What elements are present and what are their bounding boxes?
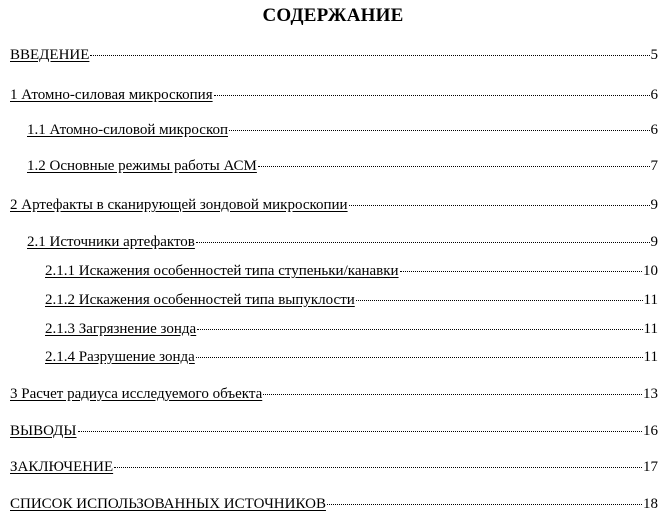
toc-entry-page: 17 xyxy=(643,459,658,475)
dot-leader xyxy=(356,300,643,301)
toc-entry-label[interactable]: 2.1.3 Загрязнение зонда xyxy=(45,321,197,337)
toc-entry-section-1-2[interactable] xyxy=(27,157,658,175)
dot-leader xyxy=(229,130,650,131)
toc-entry-label[interactable]: 2.1 Источники артефактов xyxy=(27,234,195,250)
toc-entry-label[interactable]: СПИСОК ИСПОЛЬЗОВАННЫХ ИСТОЧНИКОВ xyxy=(10,496,326,512)
toc-entry-label[interactable]: 1.1 Атомно-силовой микроскоп xyxy=(27,122,228,138)
page-title: СОДЕРЖАНИЕ xyxy=(262,5,404,26)
dot-leader xyxy=(78,431,643,432)
dot-leader xyxy=(349,205,650,206)
toc-entry-section-1-1[interactable] xyxy=(27,121,658,139)
toc-entry-label[interactable]: 1 Атомно-силовая микроскопия xyxy=(10,87,213,103)
toc-entry-conclusions[interactable] xyxy=(10,422,658,440)
toc-entry-subsection-2-1-1[interactable] xyxy=(45,262,658,280)
toc-entry-chapter-3[interactable] xyxy=(10,385,658,403)
dot-leader xyxy=(114,467,642,468)
toc-entry-label[interactable]: 2.1.4 Разрушение зонда xyxy=(45,349,195,365)
toc-entry-page: 11 xyxy=(643,292,658,308)
toc-entry-chapter-1[interactable] xyxy=(10,86,658,104)
dot-leader xyxy=(214,95,650,96)
toc-entry-label[interactable]: 2 Артефакты в сканирующей зондовой микроскопии xyxy=(10,197,348,213)
dot-leader xyxy=(197,329,642,330)
toc-entry-subsection-2-1-3[interactable] xyxy=(45,320,658,338)
dot-leader xyxy=(258,166,650,167)
dot-leader xyxy=(196,357,643,358)
dot-leader xyxy=(90,55,649,56)
toc-entry-page: 9 xyxy=(650,197,658,213)
toc-entry-page: 7 xyxy=(650,158,658,174)
toc-entry-label[interactable]: 3 Расчет радиуса исследуемого объекта xyxy=(10,386,263,402)
toc-entry-chapter-2[interactable] xyxy=(10,196,658,214)
toc-entry-label[interactable]: ВЫВОДЫ xyxy=(10,423,77,439)
toc-entry-page: 6 xyxy=(650,122,658,138)
toc-entry-page: 10 xyxy=(643,263,658,279)
toc-entry-label[interactable]: ВВЕДЕНИЕ xyxy=(10,47,90,63)
toc-entry-label[interactable]: 2.1.2 Искажения особенностей типа выпуклости xyxy=(45,292,355,308)
dot-leader xyxy=(400,271,642,272)
dot-leader xyxy=(263,394,642,395)
toc-entry-page: 9 xyxy=(650,234,658,250)
toc-entry-label[interactable]: 1.2 Основные режимы работы АСМ xyxy=(27,158,257,174)
dot-leader xyxy=(196,242,650,243)
toc-entry-section-2-1[interactable] xyxy=(27,233,658,251)
toc-entry-page: 5 xyxy=(650,47,658,63)
toc-entry-label[interactable]: ЗАКЛЮЧЕНИЕ xyxy=(10,459,114,475)
toc-entry-page: 18 xyxy=(643,496,658,512)
toc-entry-label[interactable]: 2.1.1 Искажения особенностей типа ступеньки/канавки xyxy=(45,263,399,279)
toc-entry-subsection-2-1-4[interactable] xyxy=(45,348,658,366)
toc-entry-page: 16 xyxy=(643,423,658,439)
toc-entry-summary[interactable] xyxy=(10,458,658,476)
dot-leader xyxy=(327,504,642,505)
toc-entry-references[interactable] xyxy=(10,495,658,513)
toc-entry-introduction[interactable] xyxy=(10,46,658,64)
toc-entry-subsection-2-1-2[interactable] xyxy=(45,291,658,309)
toc-entry-page: 11 xyxy=(643,321,658,337)
toc-entry-page: 13 xyxy=(643,386,658,402)
toc-entry-page: 11 xyxy=(643,349,658,365)
toc-entry-page: 6 xyxy=(650,87,658,103)
